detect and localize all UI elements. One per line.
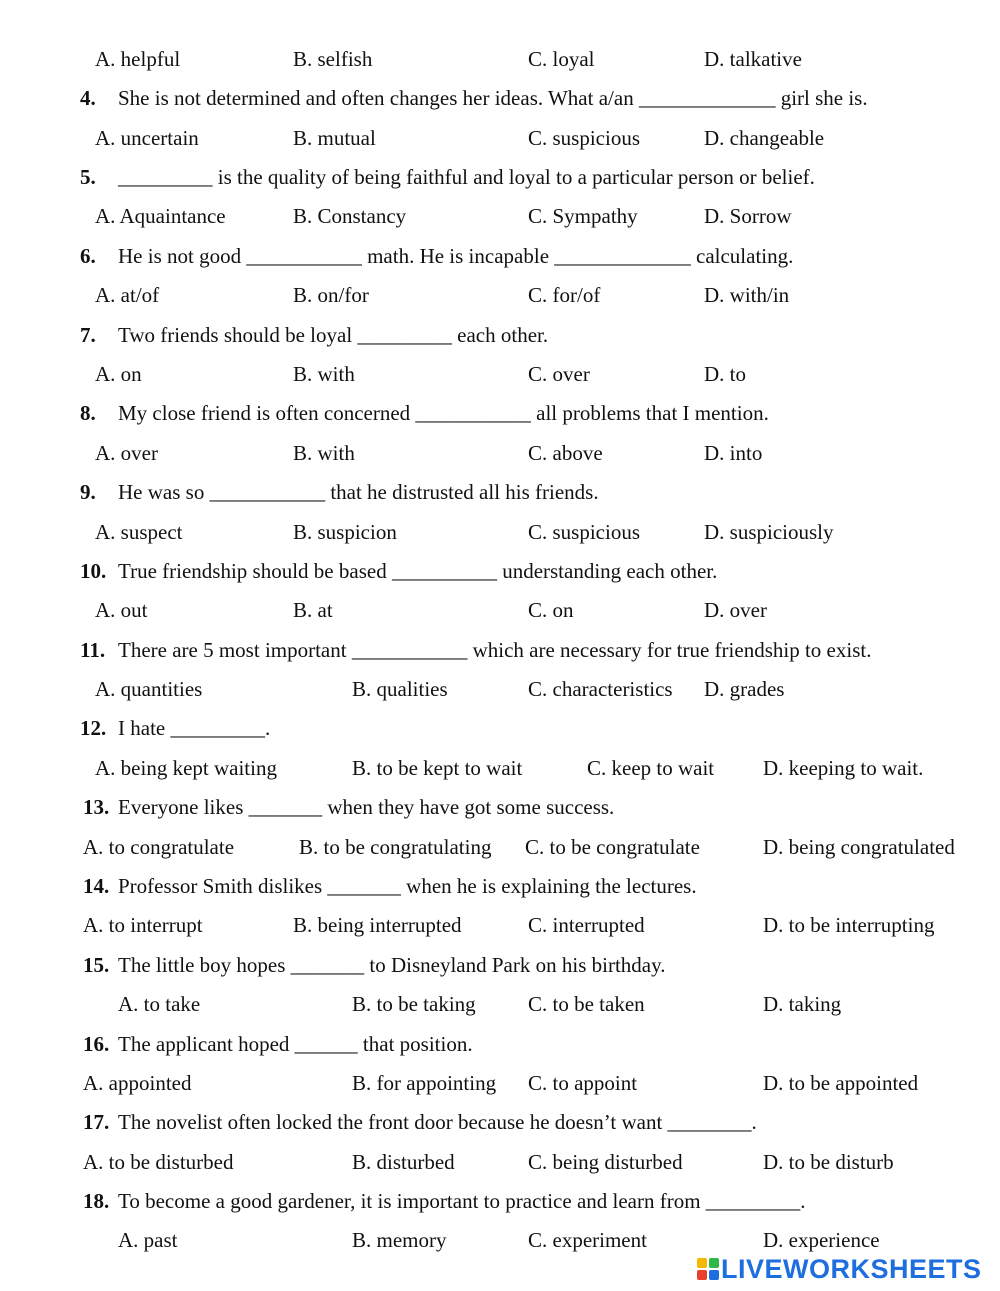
options-row-5 [0, 198, 1000, 234]
options-row-4 [0, 120, 1000, 156]
question-text: Professor Smith dislikes _______ when he is explaining the lectures. [118, 874, 697, 898]
question-number: 14. [83, 874, 110, 898]
question-13 [0, 789, 1000, 825]
question-text: I hate _________. [118, 716, 271, 740]
question-text: _________ is the quality of being faithful and loyal to a particular person or belief. [118, 165, 815, 189]
option-b: B. with [293, 441, 355, 465]
option-d: D. grades [704, 677, 785, 701]
option-c: C. experiment [528, 1228, 647, 1252]
question-number: 13. [83, 795, 110, 819]
options-row-14 [0, 907, 1000, 943]
opening-options-row [0, 41, 1000, 77]
option-b: B. to be taking [352, 992, 476, 1016]
question-7 [0, 317, 1000, 353]
option-a: A. at/of [95, 283, 160, 307]
option-a: A. helpful [95, 47, 181, 71]
question-text: To become a good gardener, it is important to practice and learn from _________. [118, 1189, 806, 1213]
option-c: C. over [528, 362, 590, 386]
option-b: B. on/for [293, 283, 369, 307]
options-row-8 [0, 435, 1000, 471]
option-c: C. being disturbed [528, 1150, 683, 1174]
option-a: A. to interrupt [83, 913, 203, 937]
question-text: The little boy hopes _______ to Disneyland Park on his birthday. [118, 953, 666, 977]
option-a: A. Aquaintance [95, 204, 226, 228]
question-10 [0, 553, 1000, 589]
question-text: True friendship should be based __________ understanding each other. [118, 559, 718, 583]
question-number: 8. [80, 401, 96, 425]
option-d: D. into [704, 441, 763, 465]
option-b: B. suspicion [293, 520, 397, 544]
option-a: A. appointed [83, 1071, 192, 1095]
option-c: C. interrupted [528, 913, 645, 937]
option-d: D. with/in [704, 283, 790, 307]
option-a: A. suspect [95, 520, 183, 544]
option-a: A. to congratulate [83, 835, 235, 859]
option-a: A. past [118, 1228, 178, 1252]
option-a: A. being kept waiting [95, 756, 277, 780]
option-c: C. keep to wait [587, 756, 715, 780]
option-c: C. suspicious [528, 520, 641, 544]
option-c: C. suspicious [528, 126, 641, 150]
question-number: 5. [80, 165, 96, 189]
option-c: C. to be taken [528, 992, 645, 1016]
question-9 [0, 474, 1000, 510]
options-row-7 [0, 356, 1000, 392]
option-b: B. being interrupted [293, 913, 462, 937]
question-8 [0, 395, 1000, 431]
option-a: A. quantities [95, 677, 203, 701]
option-b: B. selfish [293, 47, 373, 71]
question-14 [0, 868, 1000, 904]
liveworksheets-logo [697, 1252, 982, 1286]
question-text: Two friends should be loyal _________ each other. [118, 323, 549, 347]
question-number: 18. [83, 1189, 110, 1213]
option-d: D. to be appointed [763, 1071, 919, 1095]
question-text: The applicant hoped ______ that position. [118, 1032, 473, 1056]
option-c: C. to appoint [528, 1071, 638, 1095]
option-c: C. Sympathy [528, 204, 638, 228]
option-d: D. being congratulated [763, 835, 955, 859]
question-number: 15. [83, 953, 110, 977]
option-b: B. to be congratulating [299, 835, 492, 859]
option-b: B. memory [352, 1228, 447, 1252]
question-number: 9. [80, 480, 96, 504]
question-number: 10. [80, 559, 107, 583]
option-d: D. suspiciously [704, 520, 834, 544]
option-d: D. to be interrupting [763, 913, 935, 937]
liveworksheets-logo-text: LIVEWORKSHEETS [721, 1253, 982, 1284]
options-row-15 [0, 986, 1000, 1022]
options-row-12 [0, 750, 1000, 786]
question-number: 12. [80, 716, 107, 740]
question-5 [0, 159, 1000, 195]
option-a: A. to take [118, 992, 201, 1016]
option-a: A. on [95, 362, 142, 386]
question-text: My close friend is often concerned ___________ all problems that I mention. [118, 401, 769, 425]
option-c: C. loyal [528, 47, 595, 71]
option-c: C. above [528, 441, 603, 465]
option-c: C. for/of [528, 283, 601, 307]
option-b: B. mutual [293, 126, 376, 150]
option-d: D. changeable [704, 126, 825, 150]
question-text: He was so ___________ that he distrusted all his friends. [118, 480, 599, 504]
option-d: D. Sorrow [704, 204, 792, 228]
options-row-16 [0, 1065, 1000, 1101]
question-11 [0, 632, 1000, 668]
option-b: B. disturbed [352, 1150, 455, 1174]
question-number: 4. [80, 86, 96, 110]
option-b: B. Constancy [293, 204, 407, 228]
question-18 [0, 1183, 1000, 1219]
options-row-11 [0, 671, 1000, 707]
options-row-10 [0, 592, 1000, 628]
option-b: B. to be kept to wait [352, 756, 523, 780]
question-6 [0, 238, 1000, 274]
options-row-9 [0, 514, 1000, 550]
liveworksheets-logo-icon [697, 1258, 719, 1280]
question-number: 11. [80, 638, 106, 662]
option-d: D. keeping to wait. [763, 756, 924, 780]
question-text: She is not determined and often changes her ideas. What a/an _____________ girl she is. [118, 86, 868, 110]
option-a: A. over [95, 441, 158, 465]
option-d: D. to [704, 362, 746, 386]
question-17 [0, 1104, 1000, 1140]
option-c: C. characteristics [528, 677, 673, 701]
option-b: B. with [293, 362, 355, 386]
option-a: A. to be disturbed [83, 1150, 234, 1174]
question-text: Everyone likes _______ when they have got some success. [118, 795, 615, 819]
option-b: B. at [293, 598, 333, 622]
option-d: D. over [704, 598, 767, 622]
question-16 [0, 1026, 1000, 1062]
option-b: B. for appointing [352, 1071, 497, 1095]
options-row-13 [0, 829, 1000, 865]
question-number: 16. [83, 1032, 110, 1056]
options-row-6 [0, 277, 1000, 313]
question-number: 7. [80, 323, 96, 347]
option-b: B. qualities [352, 677, 448, 701]
option-d: D. to be disturb [763, 1150, 894, 1174]
options-row-17 [0, 1144, 1000, 1180]
option-a: A. out [95, 598, 148, 622]
question-text: The novelist often locked the front door because he doesn’t want ________. [118, 1110, 757, 1134]
option-d: D. talkative [704, 47, 802, 71]
option-c: C. on [528, 598, 574, 622]
option-d: D. taking [763, 992, 842, 1016]
question-number: 6. [80, 244, 96, 268]
question-number: 17. [83, 1110, 110, 1134]
question-15 [0, 947, 1000, 983]
option-d: D. experience [763, 1228, 880, 1252]
option-c: C. to be congratulate [525, 835, 700, 859]
question-12 [0, 710, 1000, 746]
question-text: There are 5 most important ___________ which are necessary for true friendship to exist. [118, 638, 872, 662]
question-text: He is not good ___________ math. He is incapable _____________ calculating. [118, 244, 794, 268]
option-a: A. uncertain [95, 126, 199, 150]
question-4 [0, 80, 1000, 116]
